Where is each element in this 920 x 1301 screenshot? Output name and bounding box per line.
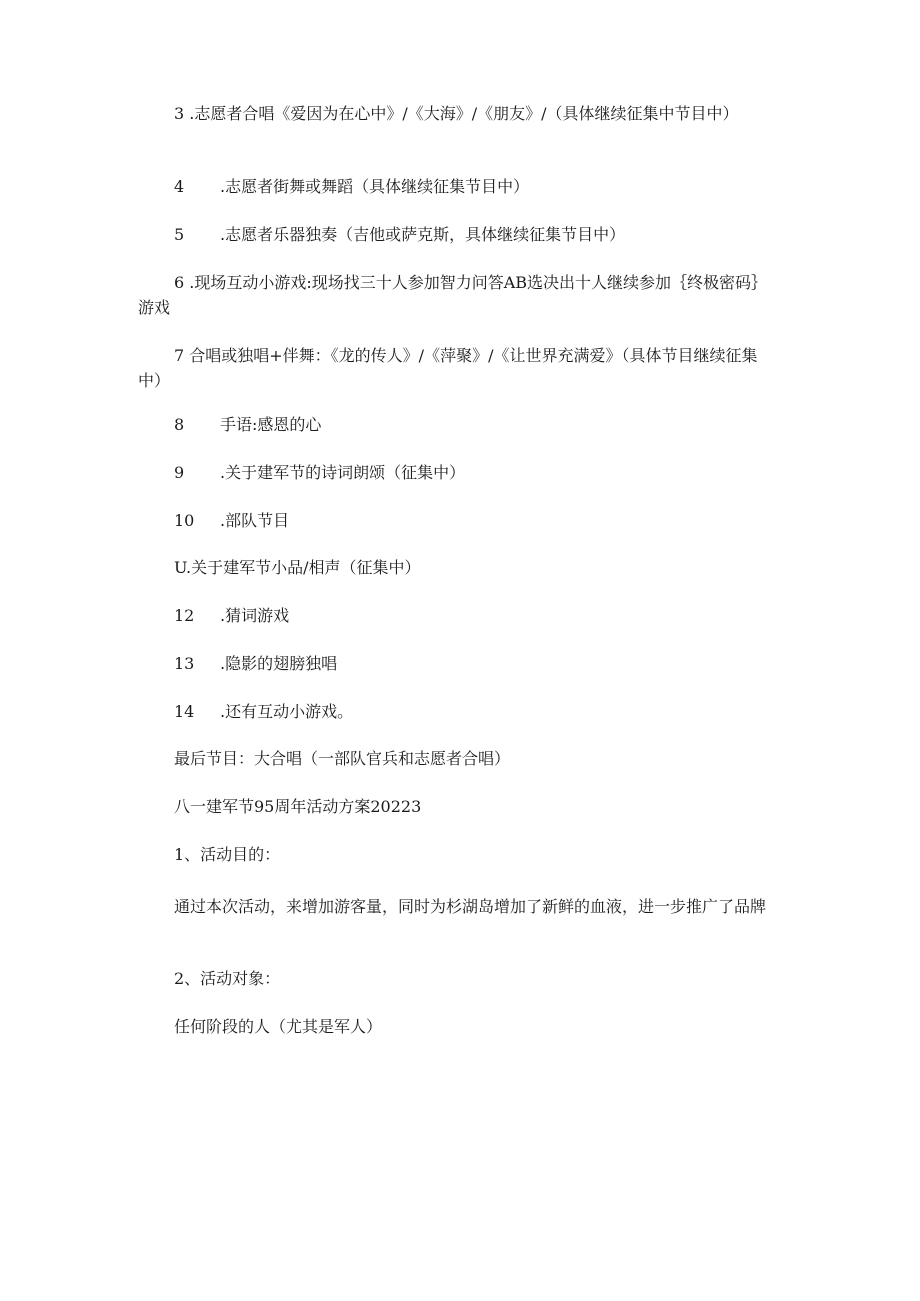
item-text: 手语:感恩的心 [220, 415, 322, 434]
program-item-6: 6 .现场互动小游戏:现场找三十人参加智力问答AB选决出十人继续参加｛终极密码｝游戏 [138, 273, 768, 317]
item-text: .猜词游戏 [220, 606, 290, 625]
heading-purpose: 1、活动目的： [174, 845, 281, 864]
heading-audience: 2、活动对象： [174, 969, 281, 988]
audience-text: 任何阶段的人（尤其是军人） [174, 1017, 383, 1036]
item-text: .关于建军节的诗词朗颂（征集中） [220, 463, 466, 482]
item-number: 13 [174, 654, 195, 673]
program-item-12 [174, 603, 289, 628]
item-number: 9 [174, 463, 185, 482]
item-number: 10 [174, 511, 195, 530]
program-item-11: U.关于建军节小品/相声（征集中） [174, 558, 421, 577]
item-number: 4 [174, 177, 185, 196]
item-number: 14 [174, 702, 195, 721]
program-item-9 [174, 460, 465, 485]
program-item-8 [174, 412, 321, 437]
item-text: .志愿者街舞或舞蹈（具体继续征集节目中） [220, 177, 530, 196]
purpose-text: 通过本次活动，来增加游客量，同时为杉湖岛增加了新鲜的血液，进一步推广了品牌 [174, 897, 767, 916]
section-title: 八一建军节95周年活动方案20223 [174, 797, 422, 816]
program-item-14 [174, 699, 353, 724]
program-item-5 [174, 222, 625, 247]
final-program: 最后节目：大合唱（一部队官兵和志愿者合唱） [174, 749, 511, 768]
program-item-13 [174, 651, 337, 676]
program-item-4 [174, 174, 529, 199]
program-item-7: 7 合唱或独唱+伴舞：《龙的传人》/《萍聚》/《让世界充满爱》（具体节目继续征集中） [138, 346, 758, 390]
item-text: .部队节目 [220, 511, 290, 530]
item-text: .隐影的翅膀独唱 [220, 654, 338, 673]
program-item-10 [174, 508, 289, 533]
item-number: 5 [174, 225, 185, 244]
item-text: .志愿者乐器独奏（吉他或萨克斯，具体继续征集节目中） [220, 225, 626, 244]
item-number: 12 [174, 606, 195, 625]
program-item-3: 3 .志愿者合唱《爱因为在心中》/《大海》/《朋友》/（具体继续征集中节目中） [174, 104, 739, 123]
item-number: 8 [174, 415, 185, 434]
item-text: .还有互动小游戏。 [220, 702, 354, 721]
